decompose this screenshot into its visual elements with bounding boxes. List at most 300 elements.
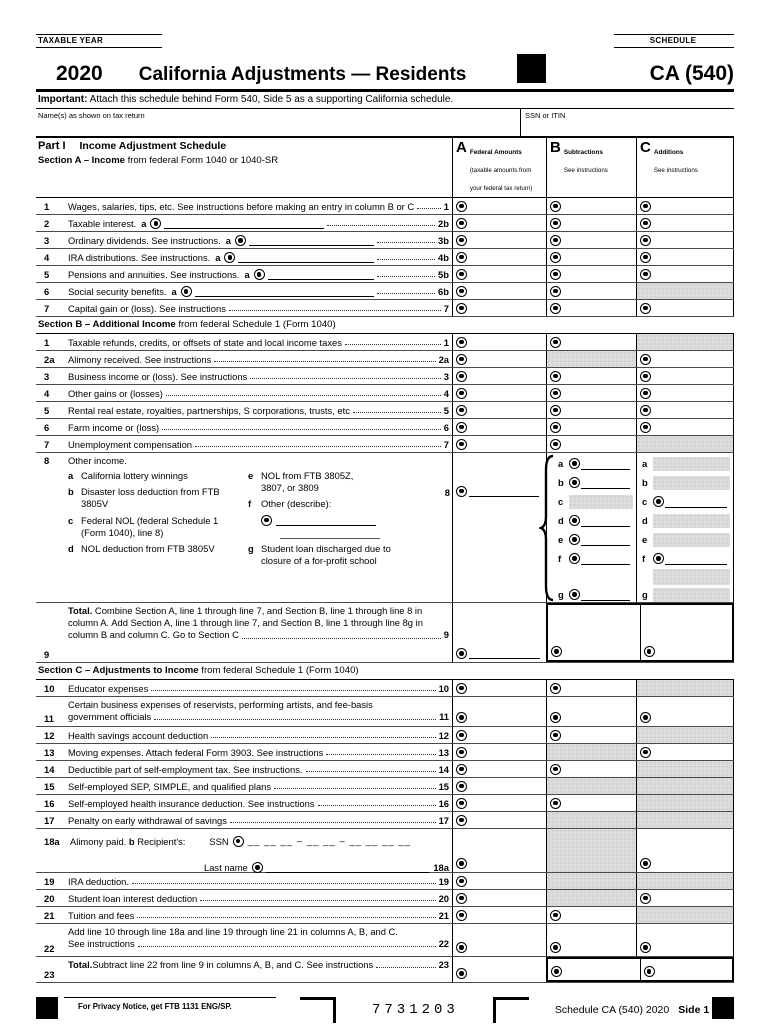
radio-button[interactable]	[640, 303, 651, 314]
form-code: 7731203	[372, 1002, 459, 1018]
line-ref: 6b	[438, 286, 449, 297]
amount-cell-a[interactable]	[452, 402, 546, 418]
label-line	[68, 711, 452, 723]
radio-button[interactable]	[233, 836, 244, 847]
dotted-leader	[242, 638, 441, 639]
label-text: IRA deduction.	[68, 876, 129, 887]
entry-field[interactable]	[469, 658, 540, 659]
radio-button[interactable]	[640, 235, 651, 246]
amount-cell-a[interactable]	[452, 727, 546, 743]
radio-button[interactable]	[456, 486, 467, 497]
radio-button[interactable]	[550, 439, 561, 450]
amount-cell-c[interactable]	[636, 249, 734, 265]
line8-subrow-b-g[interactable]	[558, 585, 636, 604]
label-text: Disaster loss deduction from FTB 3805V	[81, 486, 220, 510]
radio-button[interactable]	[456, 201, 467, 212]
label-line	[68, 926, 452, 938]
entry-field[interactable]	[581, 534, 630, 546]
amount-cell-a[interactable]	[452, 385, 546, 401]
radio-button[interactable]	[456, 764, 467, 775]
sub-letter: f	[642, 553, 646, 564]
amount-cell-b[interactable]	[546, 795, 636, 811]
label-text: Other income.	[68, 455, 127, 466]
amount-cell-c[interactable]	[636, 829, 734, 872]
radio-button[interactable]	[551, 966, 562, 977]
label-text: Educator expenses	[68, 683, 149, 694]
radio-button[interactable]	[456, 235, 467, 246]
radio-button[interactable]	[640, 893, 651, 904]
label-text: Add line 10 through line 18a and line 19 through line 21 in columns A, B, and C.	[68, 926, 398, 937]
dotted-leader	[345, 344, 441, 345]
shaded-cell	[653, 476, 730, 490]
line-number: 1	[44, 337, 50, 348]
label-line	[68, 761, 452, 777]
amount-cell-a[interactable]	[452, 266, 546, 282]
line-number: 23	[44, 969, 55, 980]
radio-button[interactable]	[569, 477, 580, 488]
line-number: 10	[44, 683, 55, 694]
amount-cell-a[interactable]	[452, 873, 546, 889]
radio-button[interactable]	[456, 712, 467, 723]
amount-cell-c[interactable]	[636, 198, 734, 214]
sub-letter: f	[248, 498, 252, 510]
radio-button[interactable]	[550, 388, 561, 399]
form-line-15	[36, 778, 734, 795]
label-line	[68, 605, 452, 617]
amount-cell-b[interactable]	[546, 697, 636, 726]
line8-subrow-c-b	[642, 473, 733, 492]
radio-button[interactable]	[254, 269, 265, 280]
radio-button[interactable]	[456, 876, 467, 887]
radio-button[interactable]	[640, 422, 651, 433]
radio-button[interactable]	[640, 354, 651, 365]
amount-cell-b[interactable]	[548, 959, 640, 980]
radio-button[interactable]	[456, 683, 467, 694]
amount-cell-a[interactable]	[452, 957, 546, 982]
radio-button[interactable]	[653, 553, 664, 564]
amount-cell-b[interactable]	[546, 727, 636, 743]
line-number: 8	[44, 455, 50, 466]
line-ref: 21	[438, 910, 449, 921]
radio-button[interactable]	[456, 388, 467, 399]
line8-right-items	[248, 470, 452, 571]
amount-cell-b[interactable]	[546, 402, 636, 418]
amount-cell-a[interactable]	[452, 334, 546, 350]
amount-cell-c[interactable]	[636, 215, 734, 231]
line-label-text	[68, 603, 452, 662]
line-number: 13	[44, 747, 55, 758]
amount-cell-a[interactable]	[452, 680, 546, 696]
sub-letter: g	[642, 589, 648, 600]
radio-button[interactable]	[569, 515, 580, 526]
radio-button[interactable]	[456, 252, 467, 263]
entry-field[interactable]	[238, 253, 374, 263]
form-line-22	[36, 924, 734, 957]
line-number: 3	[44, 235, 50, 246]
radio-button[interactable]	[569, 458, 580, 469]
radio-button[interactable]	[550, 303, 561, 314]
label-line	[68, 873, 452, 889]
label-text: Deductible part of self-employment tax. See instructions.	[68, 764, 303, 775]
part1-title	[38, 140, 452, 152]
radio-button[interactable]	[456, 747, 467, 758]
radio-button[interactable]	[640, 201, 651, 212]
line-ref: 11	[439, 711, 449, 723]
amount-cell-b[interactable]	[546, 266, 636, 282]
amount-cell-a[interactable]	[452, 453, 546, 602]
radio-button[interactable]	[456, 422, 467, 433]
header-labels-row	[36, 34, 734, 48]
important-note	[36, 92, 734, 109]
label-text: column B and column C. Go to Section C	[68, 629, 239, 641]
line8-left-items	[36, 470, 248, 571]
entry-field[interactable]	[249, 236, 374, 246]
page-footer	[36, 997, 734, 1023]
entry-field[interactable]	[195, 287, 374, 297]
radio-button[interactable]	[550, 218, 561, 229]
amount-cell-c[interactable]	[636, 402, 734, 418]
amount-cell-c[interactable]	[636, 232, 734, 248]
line8-subrow-b-e[interactable]	[558, 530, 636, 549]
entry-field[interactable]	[665, 553, 727, 565]
line8-subrow-c-c[interactable]	[642, 492, 733, 511]
radio-button[interactable]	[456, 354, 467, 365]
radio-button[interactable]	[456, 337, 467, 348]
line-label	[36, 890, 452, 906]
title-row	[36, 48, 734, 86]
line-ref: 4b	[438, 252, 449, 263]
label-line	[68, 812, 452, 828]
entry-field[interactable]	[469, 485, 539, 497]
line8-subrow-b-b[interactable]	[558, 473, 636, 492]
amount-cell-a[interactable]	[452, 232, 546, 248]
entry-field[interactable]	[266, 863, 430, 873]
section-heading	[36, 317, 734, 334]
radio-button[interactable]	[640, 388, 651, 399]
amount-cell-b[interactable]	[546, 385, 636, 401]
line-ref: 2a	[438, 354, 449, 365]
line-ref: 5b	[438, 269, 449, 280]
line-ref: 3	[443, 371, 449, 382]
form-line-23	[36, 957, 734, 983]
entry-field[interactable]	[581, 589, 630, 601]
radio-button[interactable]	[653, 496, 664, 507]
radio-button[interactable]	[456, 439, 467, 450]
dotted-leader	[377, 242, 435, 243]
amount-cell-c[interactable]	[636, 419, 734, 435]
label-text: Business income or (loss). See instructions	[68, 371, 248, 382]
amount-cell-b[interactable]	[546, 924, 636, 956]
name-field[interactable]: Name(s) as shown on tax return	[38, 111, 145, 120]
radio-button[interactable]	[550, 942, 561, 953]
amount-cell-a[interactable]	[452, 907, 546, 923]
radio-button[interactable]	[640, 252, 651, 263]
dotted-leader	[230, 822, 436, 823]
dotted-leader	[132, 883, 436, 884]
amount-cell-b[interactable]	[546, 249, 636, 265]
radio-button[interactable]	[550, 235, 561, 246]
radio-button[interactable]	[456, 730, 467, 741]
line8-item-a	[68, 470, 248, 482]
entry-field[interactable]	[581, 553, 630, 565]
radio-button[interactable]	[640, 405, 651, 416]
radio-button[interactable]	[261, 515, 272, 526]
amount-cell-c[interactable]	[636, 351, 734, 367]
radio-button[interactable]	[456, 910, 467, 921]
radio-button[interactable]	[640, 747, 651, 758]
label-text: IRA distributions. See instructions.	[68, 252, 211, 263]
line8-subrow-b-d[interactable]	[558, 511, 636, 530]
radio-button[interactable]	[456, 798, 467, 809]
radio-button[interactable]	[456, 893, 467, 904]
form-line-7	[36, 300, 734, 317]
line8-item-f	[248, 498, 452, 538]
radio-button[interactable]	[456, 781, 467, 792]
line-ref: 3b	[438, 235, 449, 246]
radio-button[interactable]	[640, 269, 651, 280]
section-a-heading	[38, 155, 452, 166]
line-number: 17	[44, 815, 55, 826]
radio-button[interactable]	[224, 252, 235, 263]
amount-cell-b[interactable]	[546, 300, 636, 316]
alignment-square-icon	[712, 997, 734, 1019]
label-text: Rental real estate, royalties, partnerships, S corporations, trusts, etc	[68, 405, 350, 416]
sub-letter: d	[642, 515, 648, 526]
amount-cell-a[interactable]	[452, 761, 546, 777]
amount-cell-b[interactable]	[546, 368, 636, 384]
line-ref: 2b	[438, 218, 449, 229]
amount-cell-a[interactable]	[452, 924, 546, 956]
amount-cell-a[interactable]	[452, 436, 546, 452]
shaded-cell	[636, 812, 734, 828]
column-header-a	[452, 138, 546, 197]
amount-cell-c[interactable]	[640, 959, 733, 980]
amount-cell-a[interactable]	[452, 697, 546, 726]
line8-heading	[36, 455, 452, 466]
radio-button[interactable]	[550, 712, 561, 723]
radio-button[interactable]	[456, 269, 467, 280]
shaded-cell	[569, 495, 633, 509]
amount-cell-a[interactable]	[452, 603, 546, 662]
section-heading	[36, 663, 734, 680]
amount-cell-a[interactable]	[452, 215, 546, 231]
radio-button[interactable]	[550, 286, 561, 297]
line-ref: 8	[444, 487, 450, 498]
radio-button[interactable]	[550, 269, 561, 280]
line-label	[36, 368, 452, 384]
entry-field[interactable]	[581, 458, 630, 470]
radio-button[interactable]	[640, 218, 651, 229]
column-b-letter: B	[550, 139, 561, 156]
radio-button[interactable]	[456, 371, 467, 382]
line-label	[36, 812, 452, 828]
line-ref: 9	[443, 629, 449, 641]
radio-button[interactable]	[456, 942, 467, 953]
shaded-cell	[636, 727, 734, 743]
entry-field[interactable]	[164, 219, 324, 229]
shaded-cell	[546, 873, 636, 889]
amount-cell-a[interactable]	[452, 419, 546, 435]
amount-cell-a[interactable]	[452, 778, 546, 794]
form-line-11	[36, 697, 734, 727]
entry-field[interactable]	[280, 526, 380, 539]
radio-button[interactable]	[569, 589, 580, 600]
line8-subrow-c-a	[642, 454, 733, 473]
radio-button[interactable]	[456, 858, 467, 869]
entry-field[interactable]	[581, 477, 630, 489]
line8-subrow-c-g	[642, 585, 733, 604]
radio-button[interactable]	[550, 683, 561, 694]
amount-cell-a[interactable]	[452, 812, 546, 828]
amount-cell-b[interactable]	[546, 907, 636, 923]
radio-button[interactable]	[550, 730, 561, 741]
amount-cell-b[interactable]	[546, 419, 636, 435]
dotted-leader	[250, 378, 441, 379]
entry-field[interactable]	[581, 515, 630, 527]
lastname-label: Last name	[204, 862, 248, 873]
radio-button[interactable]	[550, 910, 561, 921]
radio-button[interactable]	[569, 534, 580, 545]
label-line	[68, 680, 452, 696]
ssn-entry-field[interactable]: __ __ __ – __ __ – __ __ __ __	[247, 835, 412, 847]
dotted-leader	[154, 719, 436, 720]
radio-button[interactable]	[550, 201, 561, 212]
line-number: 1	[44, 201, 50, 212]
radio-button[interactable]	[456, 648, 467, 659]
amount-cell-a[interactable]	[452, 890, 546, 906]
radio-button[interactable]	[550, 798, 561, 809]
sub-letter-a: a	[225, 235, 231, 246]
radio-button[interactable]	[550, 337, 561, 348]
label-text: NOL deduction from FTB 3805V	[81, 543, 215, 555]
form-line-20	[36, 890, 734, 907]
radio-button[interactable]	[456, 405, 467, 416]
line8-subrow-b-a[interactable]	[558, 454, 636, 473]
amount-cell-c[interactable]	[636, 385, 734, 401]
line-ref: 13	[438, 747, 449, 758]
radio-button[interactable]	[550, 405, 561, 416]
line8-gap-c	[642, 568, 733, 585]
line8-subrow-c-f[interactable]	[642, 549, 733, 568]
radio-button[interactable]	[550, 371, 561, 382]
line-number: 12	[44, 730, 55, 741]
line-label	[36, 873, 452, 889]
amount-cell-b[interactable]	[548, 605, 640, 660]
radio-button[interactable]	[456, 286, 467, 297]
amount-cell-a[interactable]	[452, 300, 546, 316]
radio-button[interactable]	[640, 858, 651, 869]
line-number: 9	[44, 649, 50, 660]
shaded-cell	[653, 588, 730, 602]
radio-button[interactable]	[644, 646, 655, 657]
amount-cell-b[interactable]	[546, 232, 636, 248]
radio-button[interactable]	[456, 303, 467, 314]
amount-cell-a[interactable]	[452, 368, 546, 384]
label-text: Tuition and fees	[68, 910, 135, 921]
radio-button[interactable]	[640, 942, 651, 953]
line-ref: 23	[438, 959, 449, 970]
dotted-leader	[326, 754, 435, 755]
radio-button[interactable]	[640, 712, 651, 723]
dotted-leader	[229, 310, 441, 311]
sub-letter: a	[642, 458, 648, 469]
radio-button[interactable]	[550, 252, 561, 263]
amount-cell-c[interactable]	[636, 368, 734, 384]
sub-letter-a: a	[171, 286, 177, 297]
amount-cell-c[interactable]	[636, 697, 734, 726]
amount-cell-a[interactable]	[452, 829, 546, 872]
amount-cell-c[interactable]	[640, 605, 733, 660]
amount-cell-a[interactable]	[452, 249, 546, 265]
line-label	[36, 232, 452, 248]
radio-button[interactable]	[640, 371, 651, 382]
amount-cell-c[interactable]	[636, 890, 734, 906]
amount-cell-a[interactable]	[452, 351, 546, 367]
amount-cell-a[interactable]	[452, 795, 546, 811]
entry-field[interactable]	[268, 270, 374, 280]
amount-cell-a[interactable]	[452, 744, 546, 760]
amount-cell-b[interactable]	[546, 680, 636, 696]
total-box	[546, 957, 734, 982]
label-line	[68, 283, 452, 299]
form-line-16	[36, 795, 734, 812]
radio-button[interactable]	[181, 286, 192, 297]
amount-cell-b[interactable]	[546, 334, 636, 350]
line-label	[36, 453, 452, 602]
radio-button[interactable]	[569, 553, 580, 564]
radio-button[interactable]	[150, 218, 161, 229]
amount-cell-c[interactable]	[636, 744, 734, 760]
radio-button[interactable]	[252, 862, 263, 873]
amount-cell-a[interactable]	[452, 198, 546, 214]
form-line-4	[36, 385, 734, 402]
label-text: Pensions and annuities. See instructions.	[68, 269, 240, 280]
dotted-leader	[151, 690, 435, 691]
line-label-text	[68, 697, 452, 726]
entry-field[interactable]	[665, 496, 727, 508]
line-ref: 14	[438, 764, 449, 775]
radio-button[interactable]	[456, 815, 467, 826]
amount-cell-b[interactable]	[546, 198, 636, 214]
amount-cell-c[interactable]	[636, 924, 734, 956]
radio-button[interactable]	[551, 646, 562, 657]
radio-button[interactable]	[550, 764, 561, 775]
dotted-leader	[274, 788, 435, 789]
amount-cell-b[interactable]	[546, 215, 636, 231]
radio-button[interactable]	[456, 968, 467, 979]
label-text: Self-employed SEP, SIMPLE, and qualified plans	[68, 781, 272, 792]
entry-field[interactable]	[276, 516, 376, 526]
ssn-field[interactable]: SSN or ITIN	[520, 109, 734, 136]
amount-cell-a[interactable]	[452, 283, 546, 299]
line-number: 11	[44, 713, 54, 724]
sub-letter: b	[68, 486, 74, 498]
line-number: 4	[44, 388, 50, 399]
amount-cell-c[interactable]	[636, 266, 734, 282]
radio-button[interactable]	[550, 422, 561, 433]
amount-cell-b[interactable]	[546, 761, 636, 777]
amount-cell-c[interactable]	[636, 300, 734, 316]
radio-button[interactable]	[456, 218, 467, 229]
radio-button[interactable]	[235, 235, 246, 246]
amount-cell-b[interactable]	[546, 283, 636, 299]
name-ssn-row	[36, 109, 734, 138]
amount-cell-b[interactable]	[546, 436, 636, 452]
line8-subrow-b-f[interactable]	[558, 549, 636, 568]
label-line	[68, 727, 452, 743]
label-line	[68, 959, 452, 971]
radio-button[interactable]	[644, 966, 655, 977]
